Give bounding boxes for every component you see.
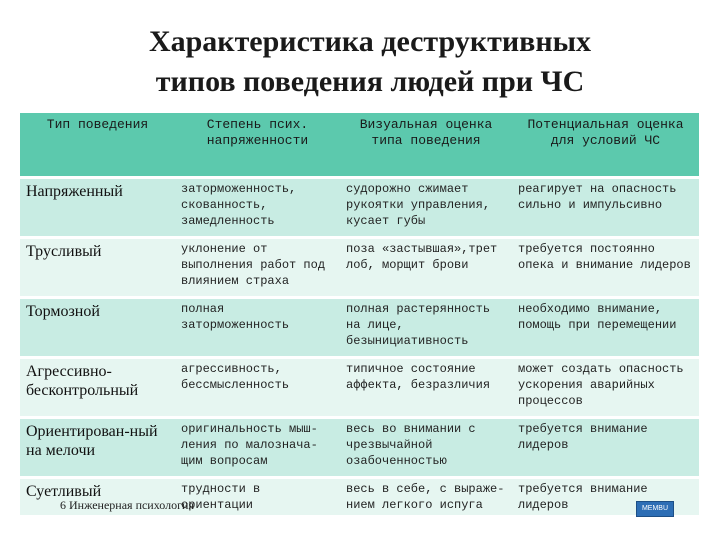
cell-stress: агрессивность, бессмысленность <box>175 358 340 418</box>
cell-type: Тормозной <box>20 298 175 358</box>
slide-title-line-1: Характеристика деструктивных <box>148 25 592 58</box>
cell-potential: требуется внимание лидеров <box>512 418 699 478</box>
cell-stress: заторможенность, скованность, замедленность <box>175 178 340 238</box>
table-header-row <box>20 113 699 178</box>
table-row <box>20 238 699 298</box>
cell-potential: необходимо внимание, помощь при перемещении <box>512 298 699 358</box>
header-stress-level: Степень псих. напряженности <box>175 113 340 178</box>
cell-visual: полная растерянность на лице, безынициативность <box>340 298 512 358</box>
cell-visual: поза «застывшая»,трет лоб, морщит брови <box>340 238 512 298</box>
slide-title-line-2: типов поведения людей при ЧС <box>155 65 585 98</box>
cell-potential: реагирует на опасность сильно и импульсивно <box>512 178 699 238</box>
cell-visual: весь во внимании с чрезвычайной озабоченностью <box>340 418 512 478</box>
cell-visual: типичное состояние аффекта, безразличия <box>340 358 512 418</box>
table-row <box>20 358 699 418</box>
table-row <box>20 418 699 478</box>
cell-potential: может создать опасность ускорения аварийных процессов <box>512 358 699 418</box>
footer-caption: 6 Инженерная психология <box>60 498 194 512</box>
cell-type: Напряженный <box>20 178 175 238</box>
cell-stress: уклонение от выполнения работ под влиянием страха <box>175 238 340 298</box>
cell-type: Суетливый <box>20 478 175 517</box>
cell-visual: судорожно сжимает рукоятки управления, кусает губы <box>340 178 512 238</box>
header-behavior-type: Тип поведения <box>20 113 175 178</box>
table-row <box>20 298 699 358</box>
cell-stress: оригинальность мыш-ления по малознача-щим вопросам <box>175 418 340 478</box>
table-row <box>20 178 699 238</box>
cell-type: Агрессивно-бесконтрольный <box>20 358 175 418</box>
header-potential-assessment: Потенциальная оценка для условий ЧС <box>512 113 699 178</box>
cell-potential: требуется внимание лидеров <box>512 478 699 517</box>
publisher-logo: MEMBU <box>636 501 674 517</box>
cell-stress: трудности в ориентации <box>175 478 340 517</box>
cell-potential: требуется постоянно опека и внимание лидеров <box>512 238 699 298</box>
cell-stress: полная заторможенность <box>175 298 340 358</box>
cell-type: Ориентирован-ный на мелочи <box>20 418 175 478</box>
slide-title <box>60 22 680 102</box>
cell-type: Трусливый <box>20 238 175 298</box>
behavior-types-table <box>20 113 699 518</box>
header-visual-assessment: Визуальная оценка типа поведения <box>340 113 512 178</box>
cell-visual: весь в себе, с выраже-нием легкого испуга <box>340 478 512 517</box>
